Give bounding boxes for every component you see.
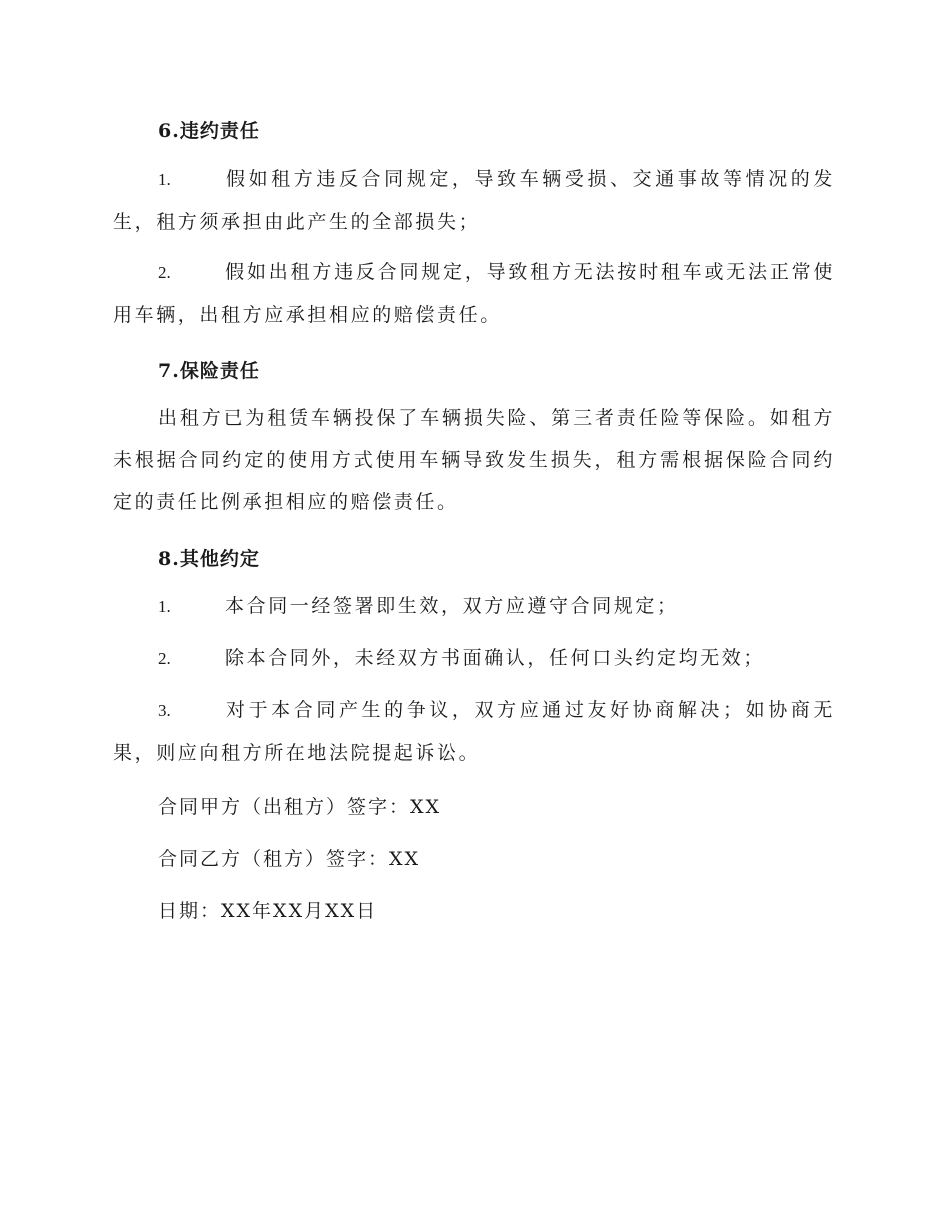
section-6-item-2 xyxy=(113,251,835,336)
party-b-signature: 合同乙方（租方）签字：XX xyxy=(158,848,421,870)
section-7-paragraph: 出租方已为租赁车辆投保了车辆损失险、第三者责任险等保险。如租方未根据合同约定的使用方式使用车辆导致发生损失，租方需根据保险合同约定的责任比例承担相应的赔偿责任。 xyxy=(113,407,835,513)
item-number: 2. xyxy=(158,649,171,668)
item-number: 3. xyxy=(158,701,171,720)
party-a-signature: 合同甲方（出租方）签字：XX xyxy=(158,796,442,818)
item-text: 本合同一经签署即生效，双方应遵守合同规定； xyxy=(225,595,679,617)
item-number: 2. xyxy=(158,263,171,282)
section-8-item-1 xyxy=(113,585,835,628)
section-8-heading: 8.其他约定 xyxy=(158,548,260,570)
item-text: 假如租方违反合同规定，导致车辆受损、交通事故等情况的发生，租方须承担由此产生的全部损失； xyxy=(113,168,835,233)
signature-date: 日期：XX年XX月XX日 xyxy=(158,900,378,922)
item-text: 假如出租方违反合同规定，导致租方无法按时租车或无法正常使用车辆，出租方应承担相应的赔偿责任。 xyxy=(113,261,835,326)
section-8-item-2 xyxy=(113,637,835,680)
section-7-heading: 7.保险责任 xyxy=(158,360,260,382)
item-text: 对于本合同产生的争议，双方应通过友好协商解决；如协商无果，则应向租方所在地法院提起诉讼。 xyxy=(113,699,835,764)
section-8-item-3 xyxy=(113,689,835,774)
item-text: 除本合同外，未经双方书面确认，任何口头约定均无效； xyxy=(225,647,766,669)
section-6-item-1 xyxy=(113,158,835,243)
section-6-heading: 6.违约责任 xyxy=(158,120,260,142)
item-number: 1. xyxy=(158,170,171,189)
item-number: 1. xyxy=(158,597,171,616)
